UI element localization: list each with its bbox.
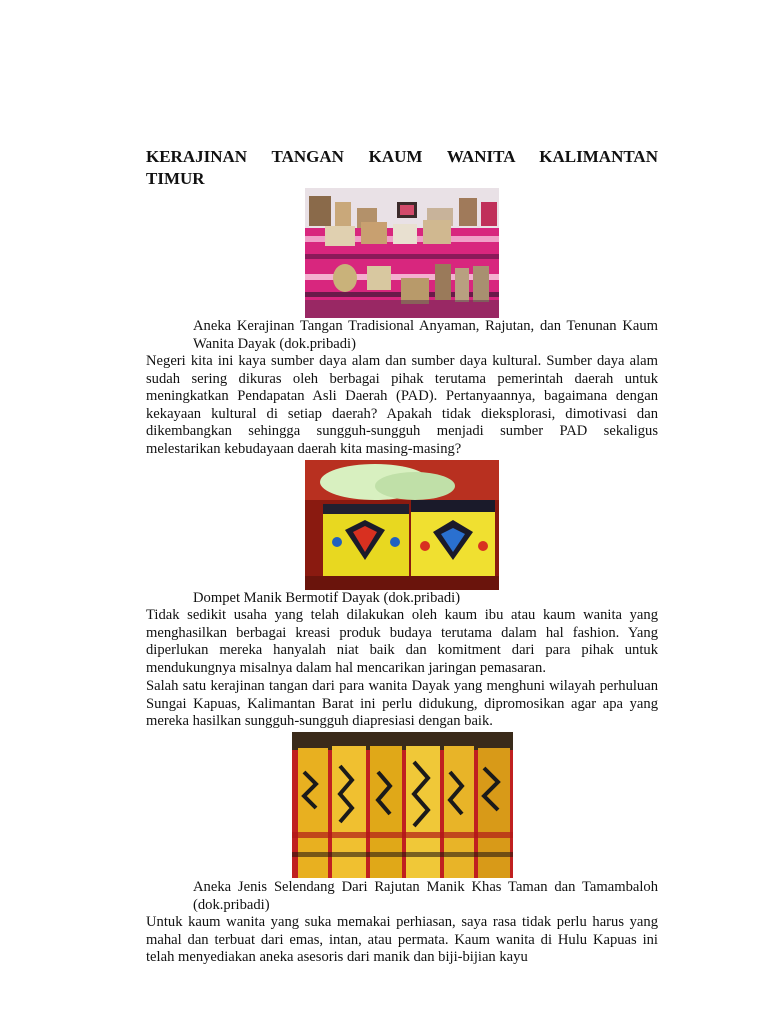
paragraph-1: Negeri kita ini kaya sumber daya alam dan sumber daya kultural. Sumber daya alam sudah sering dikuras oleh berbagai pihak terutama pemerintah daerah untuk meningkatkan Pendapatan Asli Daerah (PAD). Pertanyaannya, bagaimana dengan kekayaan kultural di setiap daerah? Apakah tidak dieksplorasi, dimotivasi dan dikembangkan sehingga sungguh-sungguh menjadi sumber PAD sekaligus melestarikan kebudayaan daerah kita masing-masing? [146,353,658,457]
caption-crafts: Aneka Kerajinan Tangan Tradisional Anyaman, Rajutan, dan Tenunan Kaum Wanita Dayak (dok.pribadi) [193,318,658,352]
page-title [146,146,658,190]
paragraph-2: Tidak sedikit usaha yang telah dilakukan oleh kaum ibu atau kaum wanita yang menghasilkan berbagai kreasi produk budaya terutama dalam hal fashion. Yang diperlukan mereka hanyalah niat baik dan komitment dari para pihak untuk mendukungnya misalnya dalam hal mencarikan jaringan pemasaran. [146,607,658,676]
caption-shawls: Aneka Jenis Selendang Dari Rajutan Manik Khas Taman dan Tamambaloh (dok.pribadi) [193,879,658,913]
caption-wallet: Dompet Manik Bermotif Dayak (dok.pribadi) [193,590,461,606]
paragraph-3: Salah satu kerajinan tangan dari para wanita Dayak yang menghuni wilayah perhuluan Sungai Kapuas, Kalimantan Barat ini perlu didukung, dipromosikan agar apa yang mereka hasilkan sungguh-sungguh diapresiasi dengan baik. [146,678,658,730]
title-line-2: TIMUR [146,169,205,188]
paragraph-4: Untuk kaum wanita yang suka memakai perhiasan, saya rasa tidak perlu harus yang mahal dan terbuat dari emas, intan, atau permata. Kaum wanita di Hulu Kapuas ini telah menyediakan aneka asesoris dari manik dan biji-bijian kayu [146,914,658,966]
beaded-shawls-photo [292,732,513,878]
crafts-display-photo [305,188,499,318]
beaded-wallet-photo [305,460,499,590]
title-line-1: KERAJINAN TANGAN KAUM WANITA KALIMANTAN [146,147,658,166]
